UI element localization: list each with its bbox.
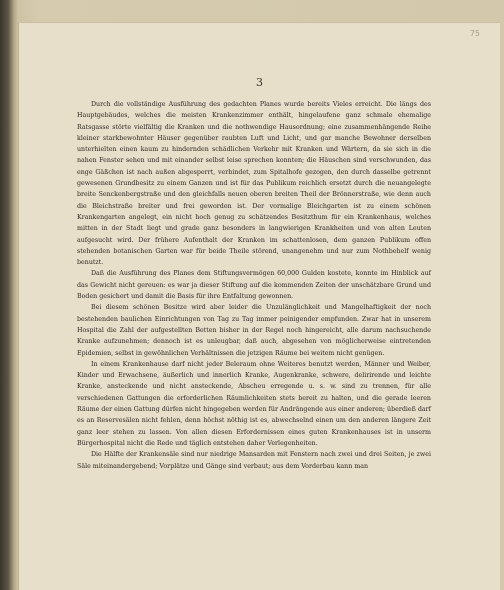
paragraph-1: Durch die vollständige Ausführung des gedachten Planes wurde bereits Vieles erreicht. Die längs des Hauptgebäudes, welches die meisten Krankenzimmer enthält, hingelaufene ganz schmale ehemalige Ratsgasse störte vielfältig die Kranken und die nothwendige Hausordnung; eine zusammenhängende Reihe kleiner starkbewohnter Häuser gegenüber raubten Luft und Licht, und gar manche Bewohner derselben unterhielten einen kaum zu hindernden schädlichen Verkehr mit Kranken und Wärtern, da sie sich in die nahen Fenster sehen und mit einander selbst leise sprechen konnten; die Häuschen sind verschwunden, das enge Gäßchen ist nach außen abgesperrt, verbindet, zum Spitalhofe gezogen, den durch dasselbe getrennt gewesenen Grundbesitz zu einem Ganzen und ist für das Publikum reichlich ersetzt durch die neuangelegte breite Senckenbergstraße und den gleichfalls neuen oberen breiten Theil der Brönnerstraße, wie denn auch die Bleichstraße breiter und frei geworden ist. Der vormalige Bleichgarten ist zu einem schönen Krankengarten angelegt, ein nicht hoch genug zu schätzendes Besitzthum für ein Krankenhaus, welches mitten in der Stadt liegt und grade ganz besonders in langwierigen Krankheiten und von alten Leuten aufgesucht wird. Der frühere Aufenthalt der Kranken im schattenlosen, dem ganzen Publikum offen stehenden botanischen Garten war für beide Theile störend, unangenehm und nur zum Nothbehelf wenig benutzt. — [77, 101, 431, 267]
paragraph-2: Daß die Ausführung des Planes dem Stiftungsvermögen 60,000 Gulden kostete, konnte im Hinblick auf das Gewicht nicht gereuen: es war ja dieser Stiftung auf die kommenden Zeiten der unschätzbare Grund und Boden gesichert und damit die Basis für ihre Entfaltung gewonnen. — [77, 270, 431, 301]
page-number: 3 — [256, 76, 263, 89]
paragraph-5: Die Hälfte der Krankensäle sind nur niedrige Mansarden mit Fenstern nach zwei und drei Seiten, je zwei Säle miteinandergebend; Vorplätze und Gänge sind verbaut; aus dem Vorderbau kann man — [77, 451, 431, 470]
paragraph-3: Bei diesem schönen Besitze wird aber leider die Unzulänglichkeit und Mangelhaftigkeit der noch bestehenden baulichen Einrichtungen von Tag zu Tag immer peinigender empfunden. Zwar hat in unserem Hospital die Zahl der aufgestellten Betten bisher in der Regel noch hingereicht, alle darum nachsuchende Kranke aufzunehmen; dennoch ist es unleugbar, daß auch, abgesehen von möglicherweise eintretenden Epidemien, selbst in gewöhnlichen Verhältnissen die jetzigen Räume bei weitem nicht genügen. — [77, 304, 431, 357]
document-page — [19, 23, 500, 590]
pencil-page-mark: 75 — [469, 29, 480, 38]
paragraph-4: In einem Krankenhause darf nicht jeder Beleraum ohne Weiteres benutzt werden, Männer und Weiber, Kinder und Erwachsene, äußerlich und innerlich Kranke, Augenkranke, schwere, delirirende und leichte Kranke, ansteckende und nicht ansteckende, Abscheu erregende u. s. w. sind zu trennen, für alle verschiedenen Gattungen die erforderlichen Räumlichkeiten stets bereit zu halten, und die gerade leeren Räume der einen Gattung dürfen nicht hingegeben werden für Andrängende aus einer anderen; überdieß darf es an Reservesälen nicht fehlen, denn höchst nöthig ist es, abwechselnd einen um den anderen längere Zeit ganz leer stehen zu lassen. Von allen diesen Erfordernissen eines guten Krankenhauses ist in unserm Bürgerhospital nicht die Rede und täglich entstehen daher Verlegenheiten. — [77, 360, 431, 447]
body-text — [77, 99, 431, 472]
